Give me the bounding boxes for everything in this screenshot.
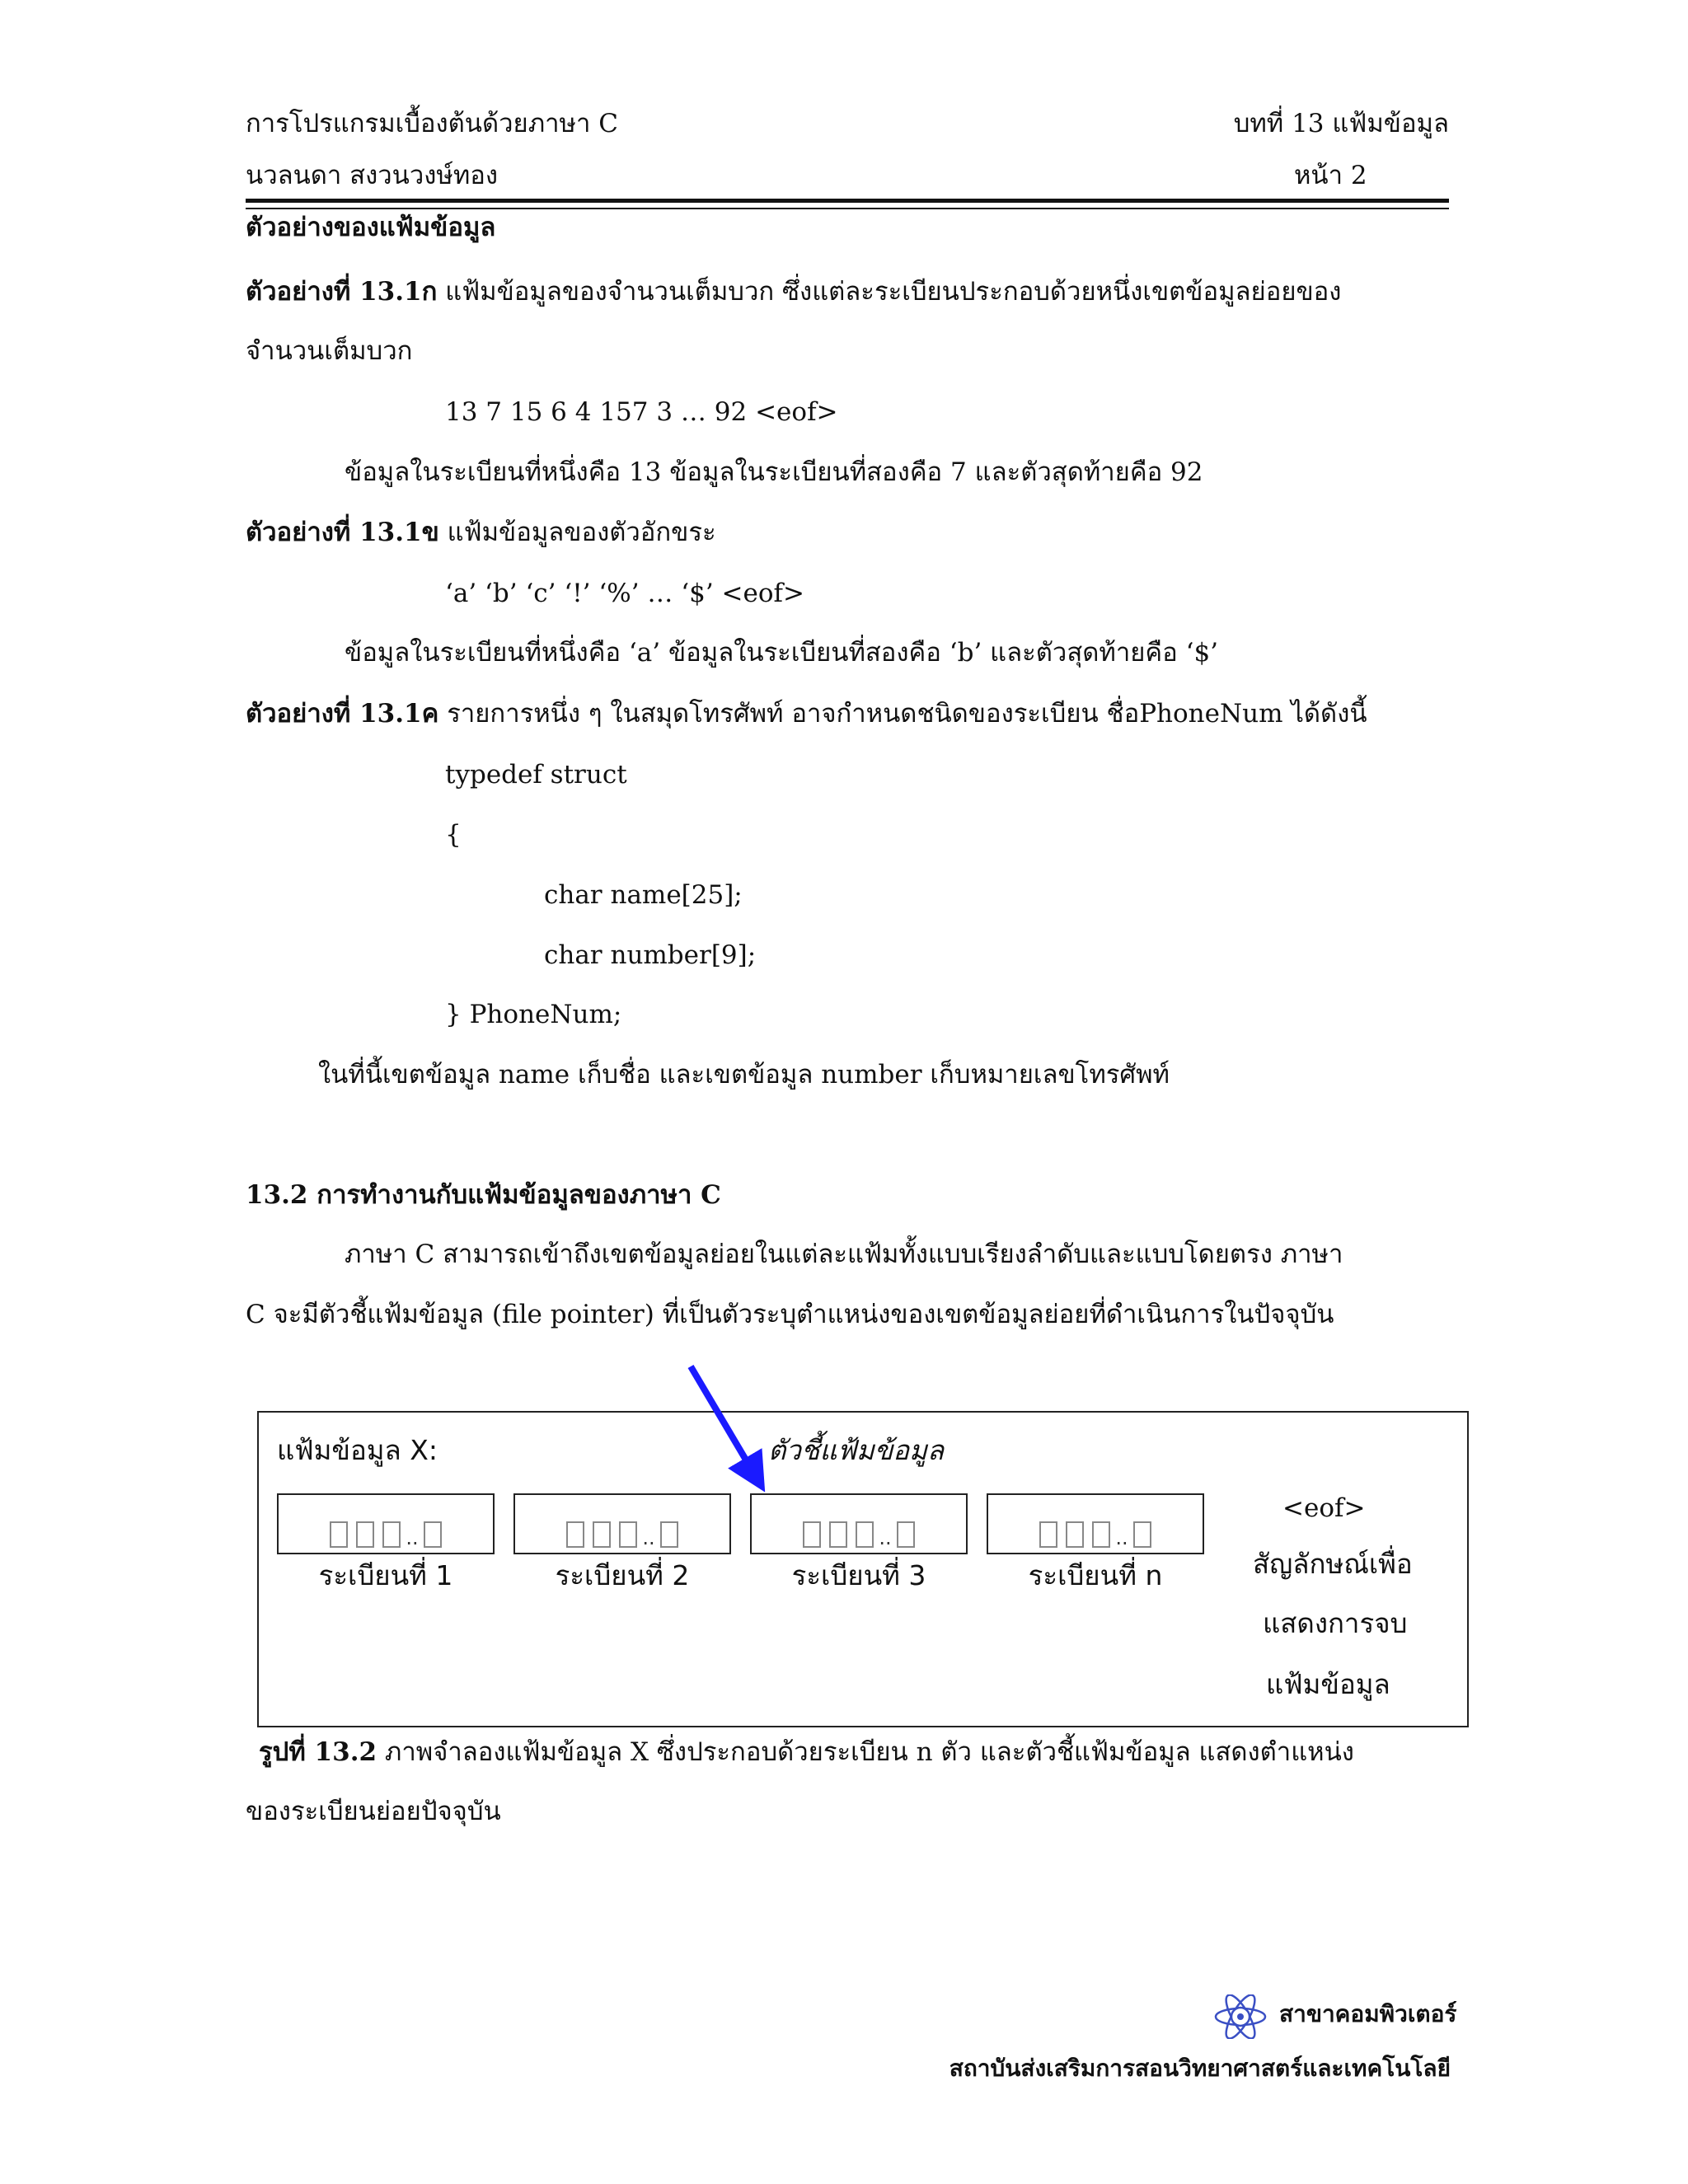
- record-label-2: ระเบียนที่ 2: [555, 1559, 690, 1591]
- example-2-data: ‘a’ ‘b’ ‘c’ ‘!’ ‘%’ … ‘$’ <eof>: [445, 579, 804, 608]
- record-box-n: ..: [987, 1493, 1204, 1554]
- record-box-1: ..: [277, 1493, 495, 1554]
- record-label-1: ระเบียนที่ 1: [318, 1559, 453, 1591]
- footer-institute: สถาบันส่งเสริมการสอนวิทยาศาสตร์และเทคโนโลยี: [949, 2055, 1451, 2082]
- chapter-title: บทที่ 13 แฟ้มข้อมูล: [1233, 109, 1449, 138]
- section-13-2-para-line2: C จะมีตัวชี้แฟ้มข้อมูล (file pointer) ที่เป็นตัวระบุตำแหน่งของเขตข้อมูลย่อยที่ดำเนินการในปัจจุบัน: [246, 1300, 1334, 1329]
- section-13-2-para-line1: ภาษา C สามารถเข้าถึงเขตข้อมูลย่อยในแต่ละแฟ้มทั้งแบบเรียงลำดับและแบบโดยตรง ภาษา: [345, 1240, 1343, 1269]
- file-pointer-arrow: [676, 1360, 775, 1500]
- author-name: นวลนดา สงวนวงษ์ทอง: [246, 161, 499, 190]
- example-1-label: ตัวอย่างที่ 13.1ก: [246, 277, 438, 307]
- example-3-line: [246, 697, 1367, 730]
- section-13-2-heading: 13.2 การทำงานกับแฟ้มข้อมูลของภาษา C: [246, 1180, 721, 1210]
- code-line-3: char name[25];: [544, 880, 743, 910]
- institute-logo-icon: [1213, 1994, 1268, 2039]
- figure-caption-text: ภาพจำลองแฟ้มข้อมูล X ซึ่งประกอบด้วยระเบียน n ตัว และตัวชี้แฟ้มข้อมูล แสดงตำแหน่ง: [377, 1737, 1354, 1767]
- eof-desc-line3: แฟ้มข้อมูล: [1266, 1668, 1390, 1700]
- example-2-note: ข้อมูลในระเบียนที่หนึ่งคือ ‘a’ ข้อมูลในระเบียนที่สองคือ ‘b’ และตัวสุดท้ายคือ ‘$’: [345, 638, 1219, 668]
- code-line-1: typedef struct: [445, 760, 627, 790]
- figure-caption-line2: ของระเบียนย่อยปัจจุบัน: [246, 1797, 501, 1826]
- example-1-line2: จำนวนเต็มบวก: [246, 336, 413, 366]
- course-title: การโปรแกรมเบื้องต้นด้วยภาษา C: [246, 109, 618, 138]
- code-line-5: } PhoneNum;: [445, 1000, 622, 1029]
- record-label-n: ระเบียนที่ n: [1028, 1559, 1163, 1591]
- record-label-3: ระเบียนที่ 3: [791, 1559, 926, 1591]
- file-x-label: แฟ้มข้อมูล X:: [277, 1434, 438, 1466]
- header-rule-thick: [246, 199, 1449, 203]
- figure-caption-line1: [259, 1736, 1354, 1769]
- eof-desc-line2: แสดงการจบ: [1263, 1607, 1408, 1639]
- example-3-note: ในที่นี้เขตข้อมูล name เก็บชื่อ และเขตข้อมูล number เก็บหมายเลขโทรศัพท์: [318, 1060, 1170, 1090]
- eof-desc-line1: สัญลักษณ์เพื่อ: [1253, 1548, 1413, 1580]
- example-1-note: ข้อมูลในระเบียนที่หนึ่งคือ 13 ข้อมูลในระเบียนที่สองคือ 7 และตัวสุดท้ายคือ 92: [345, 457, 1203, 487]
- code-line-4: char number[9];: [544, 940, 757, 970]
- example-3-label: ตัวอย่างที่ 13.1ค: [246, 699, 439, 729]
- example-1-line1: [246, 275, 1341, 308]
- footer-department: สาขาคอมพิวเตอร์: [1279, 2000, 1457, 2027]
- figure-caption-label: รูปที่ 13.2: [259, 1737, 377, 1767]
- header-rule-thin: [246, 208, 1449, 209]
- code-line-2: {: [445, 820, 462, 850]
- example-2-label: ตัวอย่างที่ 13.1ข: [246, 518, 439, 547]
- example-2-line: [246, 516, 716, 549]
- example-1-data: 13 7 15 6 4 157 3 … 92 <eof>: [445, 397, 838, 427]
- eof-marker: <eof>: [1282, 1493, 1366, 1523]
- example-3-text: รายการหนึ่ง ๆ ในสมุดโทรศัพท์ อาจกำหนดชนิดของระเบียน ชื่อPhoneNum ได้ดังนี้: [438, 699, 1367, 729]
- section-heading: ตัวอย่างของแฟ้มข้อมูล: [246, 213, 496, 242]
- example-1-text: แฟ้มข้อมูลของจำนวนเต็มบวก ซึ่งแต่ละระเบียนประกอบด้วยหนึ่งเขตข้อมูลย่อยของ: [437, 277, 1342, 307]
- page-number: หน้า 2: [1294, 161, 1367, 190]
- file-pointer-label: ตัวชี้แฟ้มข้อมูล: [768, 1434, 945, 1466]
- example-2-text: แฟ้มข้อมูลของตัวอักขระ: [438, 518, 716, 547]
- record-box-3: ..: [750, 1493, 968, 1554]
- record-box-2: ..: [513, 1493, 731, 1554]
